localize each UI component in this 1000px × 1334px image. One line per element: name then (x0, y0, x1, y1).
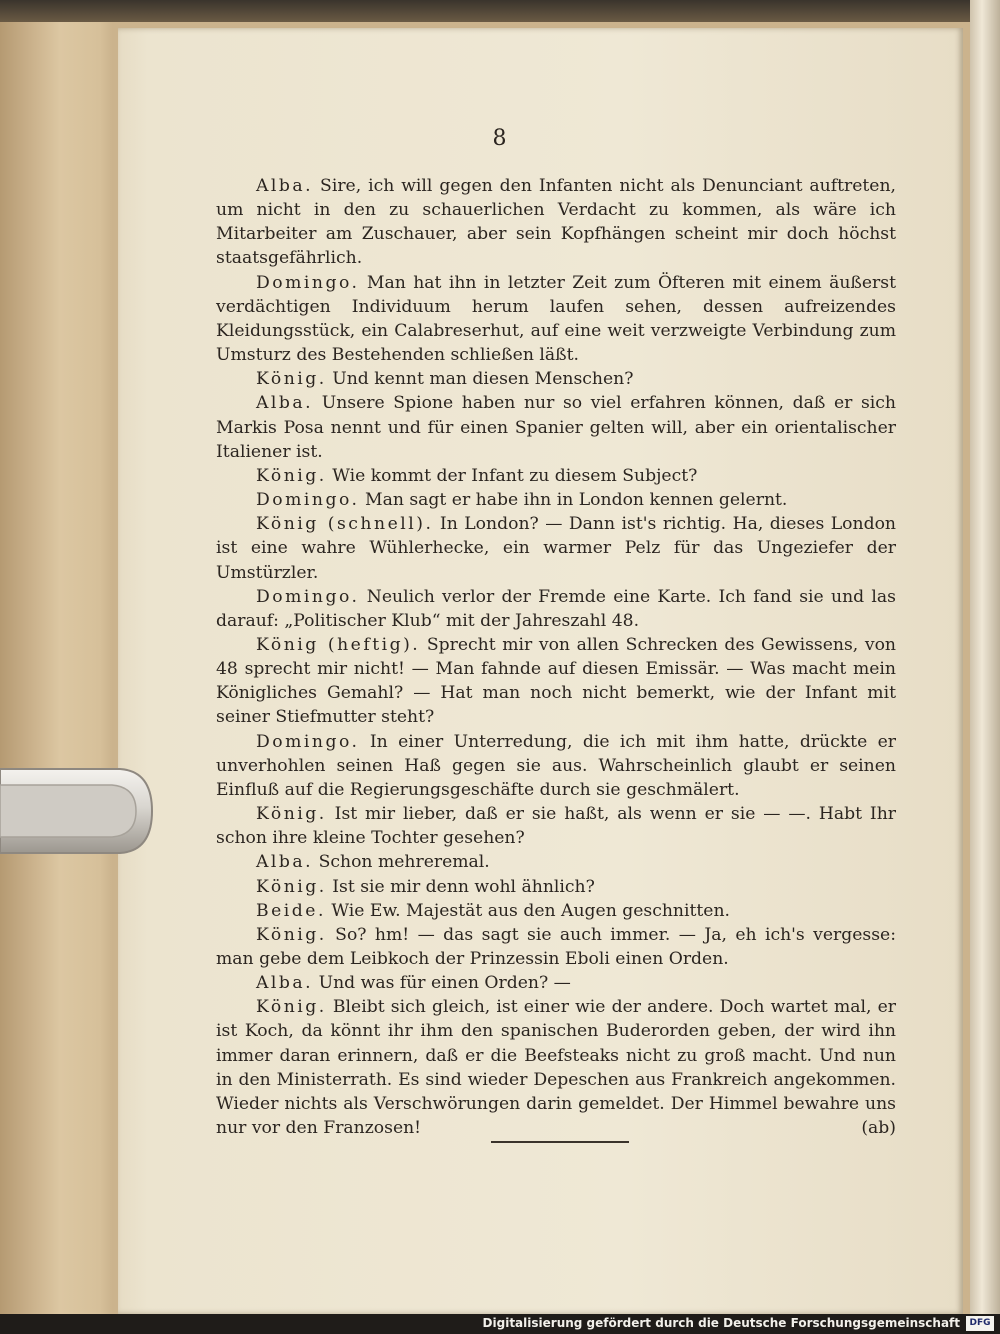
page-number: 8 (492, 126, 508, 151)
paragraph (216, 391, 896, 463)
speaker: Domingo. (256, 731, 360, 752)
paragraph (216, 899, 896, 923)
line-text: Sire, ich will gegen den Infanten nicht als Denunciant auftreten, um nicht in den zu schauerlichen Verdacht zu kommen, als wäre ich Mitarbeiter am Zuschauer, aber sein Kopfhängen scheint mir doch höchst staatsgefährlich. (216, 176, 896, 269)
paragraph (216, 923, 896, 971)
line-text: Bleibt sich gleich, ist einer wie der andere. Doch wartet mal, er ist Koch, da könnt ihr ihm den spanischen Buderorden geben, der wird ihn immer daran erinnern, daß er die Beefsteaks nicht zu groß macht. Und nun in den Ministerrath. Es sind wieder Depeschen aus Frankreich angekommen. Wieder nichts als Verschwörungen darin gemeldet. Der Himmel bewahre uns nur vor den Franzosen! (216, 997, 896, 1139)
paragraph (216, 875, 896, 899)
cover-edge-right (970, 0, 1000, 1314)
paragraph (216, 271, 896, 368)
speaker: Domingo. (256, 586, 360, 607)
paragraph (216, 850, 896, 874)
paragraph (216, 633, 896, 730)
paragraph (216, 802, 896, 850)
paragraph (216, 512, 896, 584)
speaker: König. (256, 804, 327, 825)
line-text: Ist mir lieber, daß er sie haßt, als wenn er sie — —. Habt Ihr schon ihre kleine Tochter gesehen? (216, 804, 896, 849)
speaker: König. (256, 876, 327, 897)
end-rule (491, 1141, 629, 1143)
line-text: So? hm! — das sagt sie auch immer. — Ja, eh ich's vergesse: man gebe dem Leibkoch der Prinzessin Eboli einen Orden. (216, 924, 896, 969)
speaker: König. (256, 997, 327, 1018)
line-text: Neulich verlor der Fremde eine Karte. Ich fand sie und las darauf: „Politischer Klub“ mit der Jahreszahl 48. (216, 586, 896, 631)
line-text: Schon mehreremal. (318, 852, 490, 873)
speaker: König (heftig). (256, 634, 421, 655)
paragraph (216, 585, 896, 633)
line-text: In einer Unterredung, die ich mit ihm hatte, drückte er unverhohlen seinen Haß gegen sie aus. Wahrscheinlich glaubt er seinen Einfluß auf die Regierungsgeschäfte durch sie geschmälert. (216, 731, 896, 800)
line-text: Wie Ew. Majestät aus den Augen geschnitten. (331, 900, 731, 921)
line-text: Und kennt man diesen Menschen? (332, 369, 634, 390)
line-text: Wie kommt der Infant zu diesem Subject? (332, 465, 698, 486)
line-text: Man hat ihn in letzter Zeit zum Öfteren mit einem äußerst verdächtigen Individuum herum laufen sehen, dessen aufreizendes Kleidungsstück, ein Calabreserhut, auf eine weit verzweigte Verbindung zum Umsturz des Bestehenden schließen läßt. (216, 272, 896, 366)
speaker: Alba. (256, 393, 314, 414)
stage-direction: (ab) (861, 1118, 896, 1139)
plastic-clip (0, 765, 155, 857)
dfg-logo: DFG (966, 1316, 994, 1331)
paragraph (216, 995, 896, 1140)
speaker: König. (256, 369, 327, 390)
paragraph (216, 464, 896, 488)
dfg-credit: Digitalisierung gefördert durch die Deutsche Forschungsgemeinschaft (482, 1316, 960, 1330)
cover-edge-top (0, 0, 1000, 22)
line-text: Sprecht mir von allen Schrecken des Gewissens, von 48 sprecht mir nicht! — Man fahnde auf diesen Emissär. — Was macht mein Königliches Gemahl? — Hat man noch nicht bemerkt, wie der Infant mit seiner Stiefmutter steht? (216, 634, 896, 728)
line-text: Unsere Spione haben nur so viel erfahren können, daß er sich Markis Posa nennt und für einen Spanier gelten will, aber ein orientalischer Italiener ist. (216, 393, 896, 462)
line-text: Man sagt er habe ihn in London kennen gelernt. (364, 490, 788, 511)
line-text: In London? — Dann ist's richtig. Ha, dieses London ist eine wahre Wühlerhecke, ein warmer Pelz für das Ungeziefer der Umstürzler. (216, 514, 896, 583)
paragraph (216, 730, 896, 802)
paragraph (216, 488, 896, 512)
speaker: König (schnell). (256, 514, 434, 535)
paragraph (216, 971, 896, 995)
line-text: Ist sie mir denn wohl ähnlich? (332, 876, 595, 897)
page-text (216, 174, 896, 1140)
speaker: Domingo. (256, 490, 360, 511)
speaker: König. (256, 465, 327, 486)
paragraph (216, 367, 896, 391)
speaker: Beide. (256, 900, 326, 921)
speaker: Alba. (256, 852, 314, 873)
speaker: Alba. (256, 973, 314, 994)
speaker: König. (256, 924, 327, 945)
speaker: Alba. (256, 176, 314, 196)
line-text: Und was für einen Orden? — (318, 973, 571, 994)
paragraph (216, 174, 896, 271)
speaker: Domingo. (256, 272, 360, 293)
